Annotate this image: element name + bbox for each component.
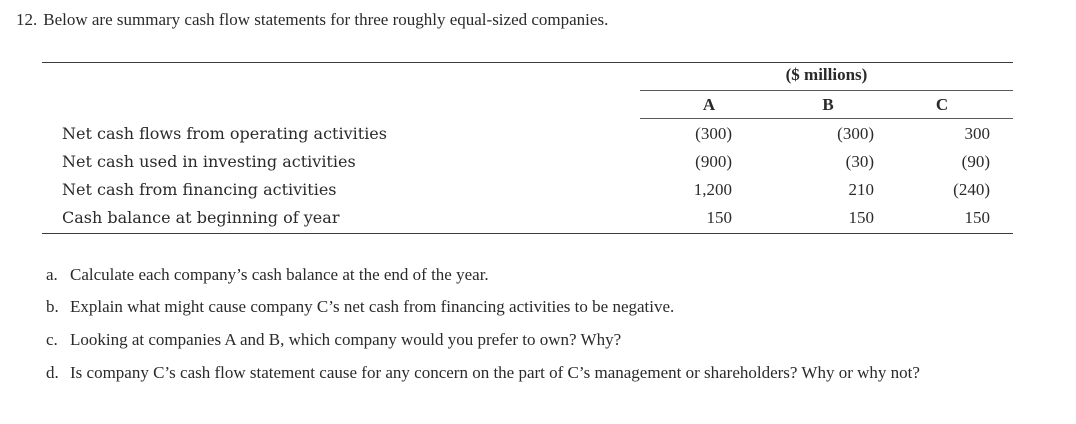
cell-c: 300 <box>964 124 990 143</box>
part-letter: b. <box>46 297 59 316</box>
table-row <box>42 124 1013 152</box>
cell-c: (240) <box>953 180 990 199</box>
column-header-underline <box>640 118 1013 119</box>
part-letter: d. <box>46 363 59 382</box>
part-letter: c. <box>46 330 58 349</box>
cell-b: (300) <box>837 124 874 143</box>
cell-a: 1,200 <box>693 180 732 199</box>
cell-c: 150 <box>964 208 990 227</box>
units-header: ($ millions) <box>785 65 868 84</box>
table-row <box>42 180 1013 208</box>
row-label: Cash balance at beginning of year <box>62 208 340 227</box>
part-text: Calculate each company’s cash balance at the end of the year. <box>70 265 489 284</box>
cell-b: 150 <box>848 208 874 227</box>
table-bottom-rule <box>42 233 1013 234</box>
cell-b: (30) <box>845 152 874 171</box>
part-text: Explain what might cause company C’s net cash from financing activities to be negative. <box>70 297 675 316</box>
cell-a: (300) <box>695 124 732 143</box>
part-text: Is company C’s cash flow statement cause for any concern on the part of C’s management or shareholders? Why or why not? <box>70 363 920 382</box>
question-stem <box>0 10 1040 30</box>
table-row <box>42 152 1013 180</box>
cell-a: 150 <box>706 208 732 227</box>
table-top-rule <box>42 62 1013 63</box>
question-text: Below are summary cash flow statements for three roughly equal-sized companies. <box>43 10 609 29</box>
row-label: Net cash used in investing activities <box>62 152 356 171</box>
question-number: 12. <box>16 10 38 29</box>
table-row <box>42 208 1013 236</box>
row-label: Net cash from financing activities <box>62 180 337 199</box>
part-letter: a. <box>46 265 58 284</box>
column-header-b: B <box>822 95 834 114</box>
cell-c: (90) <box>961 152 990 171</box>
part-text: Looking at companies A and B, which company would you prefer to own? Why? <box>70 330 622 349</box>
column-header-a: A <box>702 95 716 114</box>
column-header-c: C <box>935 95 949 114</box>
units-underline <box>640 90 1013 91</box>
cell-a: (900) <box>695 152 732 171</box>
cell-b: 210 <box>848 180 874 199</box>
cash-flow-table <box>42 62 1013 234</box>
row-label: Net cash flows from operating activities <box>62 124 387 143</box>
